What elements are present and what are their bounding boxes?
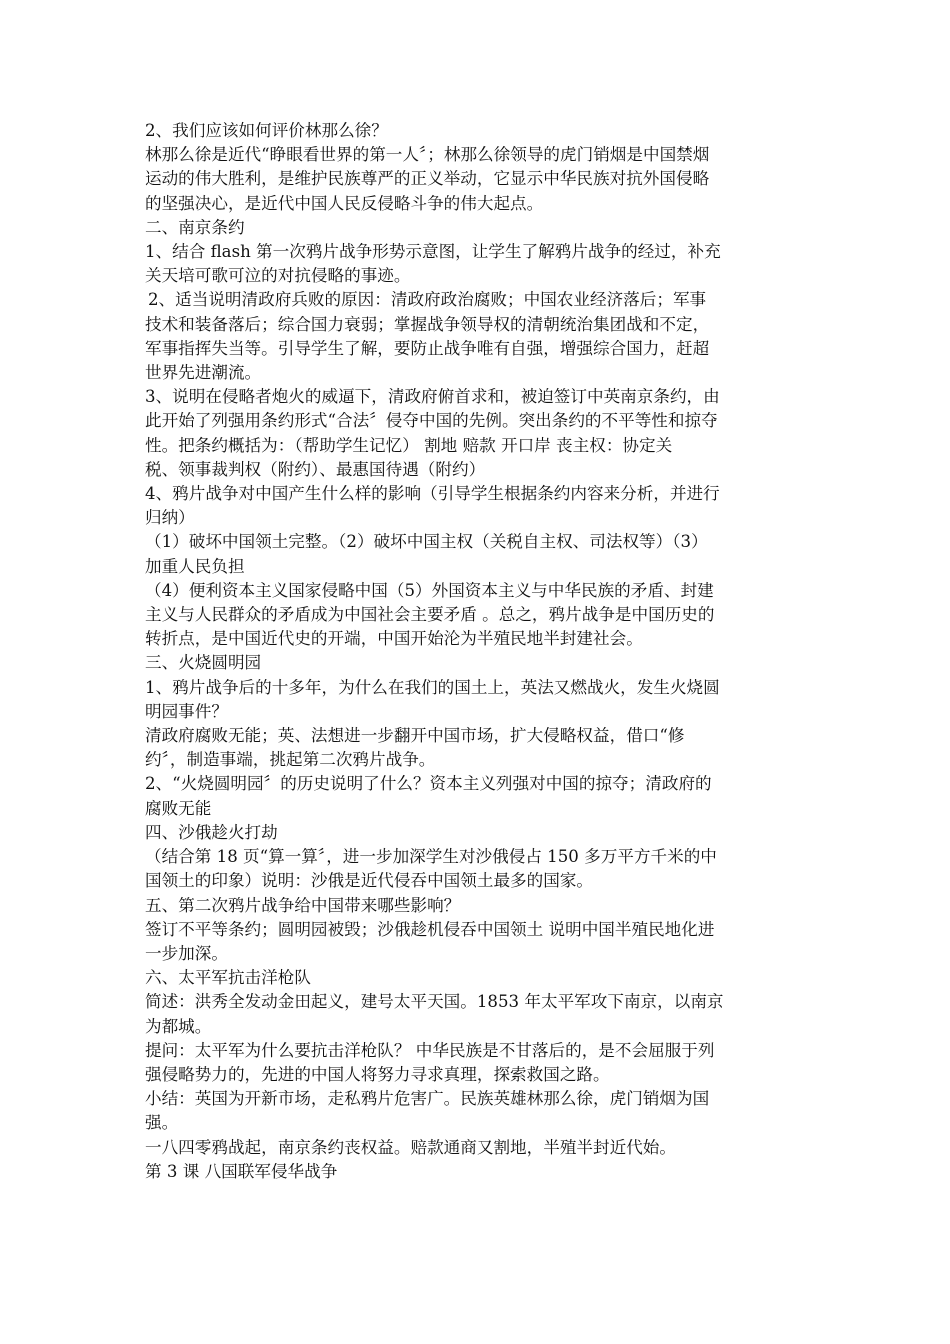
section-heading: 二、南京条约	[145, 217, 245, 237]
text-line: 1、结合 flash 第一次鸦片战争形势示意图，让学生了解鸦片战争的经过，补充	[145, 242, 721, 262]
text-line: 3、说明在侵略者炮火的威逼下，清政府俯首求和，被迫签订中英南京条约，由	[145, 387, 720, 407]
text-line: 约〞，制造事端，挑起第二次鸦片战争。	[145, 750, 436, 770]
text-line: （1）破坏中国领土完整。（2）破坏中国主权（关税自主权、司法权等）（3）	[145, 532, 708, 552]
text-line: 签订不平等条约；圆明园被毁；沙俄趁机侵吞中国领土 说明中国半殖民地化进	[145, 919, 715, 939]
text-line: 加重人民负担	[145, 556, 245, 576]
text-line: 清政府腐败无能；英、法想进一步翻开中国市场，扩大侵略权益，借口“修	[145, 726, 685, 746]
text-line: 林那么徐是近代“睁眼看世界的第一人〞；林那么徐领导的虎门销烟是中国禁烟	[145, 145, 710, 165]
text-line: 一步加深。	[145, 943, 228, 963]
text-line: 1、鸦片战争后的十多年，为什么在我们的国土上，英法又燃战火，发生火烧圆	[145, 677, 720, 697]
text-line: 性。把条约概括为：（帮助学生记忆） 割地 赔款 开口岸 丧主权：协定关	[145, 435, 673, 455]
section-heading: 六、太平军抗击洋枪队	[145, 968, 311, 988]
text-line: 军事指挥失当等。引导学生了解，要防止战争唯有自强，增强综合国力，赶超	[145, 338, 710, 358]
section-heading: 五、第二次鸦片战争给中国带来哪些影响？	[145, 895, 461, 915]
text-line: 腐败无能	[145, 798, 212, 818]
text-line: 的坚强决心，是近代中国人民反侵略斗争的伟大起点。	[145, 193, 544, 213]
text-line: 明园事件？	[145, 701, 228, 721]
text-line: 4、鸦片战争对中国产生什么样的影响（引导学生根据条约内容来分析，并进行	[145, 484, 720, 504]
text-line: 2、我们应该如何评价林那么徐？	[145, 121, 388, 140]
text-line: 国领土的印象）说明：沙俄是近代侵吞中国领土最多的国家。	[145, 871, 594, 891]
text-line: 此开始了列强用条约形式“合法〞侵夺中国的先例。突出条约的不平等性和掠夺	[145, 411, 718, 431]
text-line: 2、适当说明清政府兵败的原因：清政府政治腐败；中国农业经济落后；军事	[148, 290, 707, 310]
text-line: 税、领事裁判权（附约）、最惠国待遇（附约）	[145, 459, 486, 479]
text-line: 强。	[145, 1113, 179, 1133]
text-line: 技术和装备落后；综合国力衰弱；掌握战争领导权的清朝统治集团战和不定，	[145, 314, 710, 334]
text-line: 简述：洪秀全发动金田起义，建号太平天国。1853 年太平军攻下南京，以南京	[145, 992, 724, 1012]
text-line: （结合第 18 页“算一算〞，进一步加深学生对沙俄侵占 150 多万平方千米的中	[145, 847, 717, 867]
text-line: （4）便利资本主义国家侵略中国（5）外国资本主义与中华民族的矛盾、封建	[145, 580, 714, 600]
text-line: 转折点，是中国近代史的开端，中国开始沦为半殖民地半封建社会。	[145, 629, 643, 649]
document-body	[145, 119, 810, 1184]
text-line: 运动的伟大胜利，是维护民族尊严的正义举动，它显示中华民族对抗外国侵略	[145, 169, 710, 189]
section-heading: 四、沙俄趁火打劫	[145, 822, 278, 842]
text-line: 为都城。	[145, 1016, 212, 1036]
text-line: 2、“火烧圆明园〞的历史说明了什么？资本主义列强对中国的掠夺；清政府的	[145, 774, 712, 794]
lesson-title: 第 3 课 八国联军侵华战争	[145, 1161, 338, 1181]
text-line: 关天培可歌可泣的对抗侵略的事迹。	[145, 266, 411, 286]
text-line: 主义与人民群众的矛盾成为中国社会主要矛盾 。总之，鸦片战争是中国历史的	[145, 605, 715, 625]
text-line: 强侵略势力的，先进的中国人将努力寻求真理，探索救国之路。	[145, 1064, 610, 1084]
section-heading: 三、火烧圆明园	[145, 653, 262, 673]
text-line: 世界先进潮流。	[145, 363, 262, 383]
text-line: 一八四零鸦战起，南京条约丧权益。赔款通商又割地，半殖半封近代始。	[145, 1137, 676, 1157]
text-line: 小结：英国为开新市场，走私鸦片危害广。民族英雄林那么徐，虎门销烟为国	[145, 1089, 710, 1109]
text-line: 提问：太平军为什么要抗击洋枪队？ 中华民族是不甘落后的，是不会屈服于列	[145, 1040, 715, 1060]
text-line: 归纳）	[145, 508, 195, 528]
